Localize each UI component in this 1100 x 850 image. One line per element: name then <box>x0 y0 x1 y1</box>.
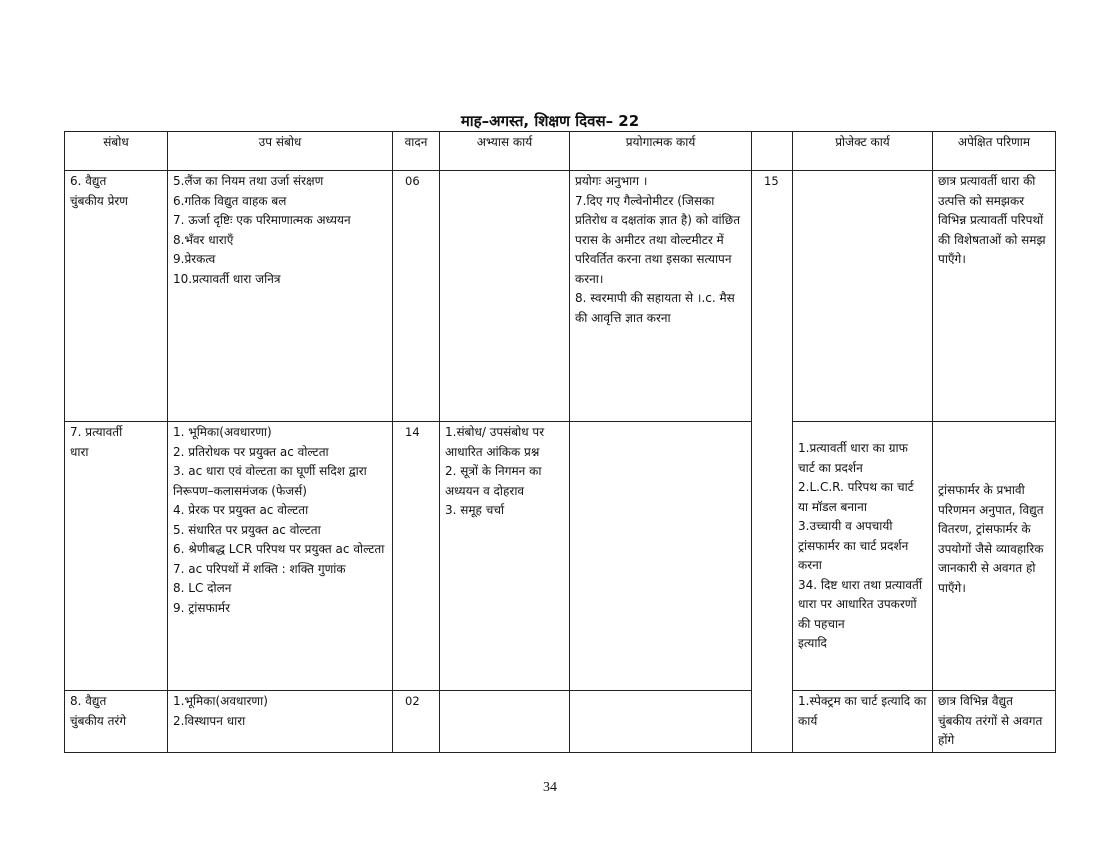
project-item: इत्यादि <box>798 636 827 650</box>
exercise-item: 1.संबोध/ उपसंबोध पर आधारित आंकिक प्रश्न <box>445 425 545 459</box>
table-row <box>65 691 1056 753</box>
subtopic-cell <box>168 691 393 753</box>
project-cell <box>793 422 933 691</box>
subtopic-item: 5.लैंज का नियम तथा उर्जा संरक्षण <box>173 174 324 188</box>
subtopic-item: 1. भूमिका(अवधारणा) <box>173 425 272 439</box>
header-practical: प्रयोगात्मक कार्य <box>570 132 752 171</box>
practical-item: 8. स्वरमापी की सहायता से ।.c. मैस की आवृत्ति ज्ञात करना <box>575 291 735 325</box>
header-outcome: अपेक्षित परिणाम <box>933 132 1056 171</box>
practical-cell <box>570 691 752 753</box>
topic-line: धारा <box>70 444 89 459</box>
topic-line: चुंबकीय प्रेरण <box>70 193 128 208</box>
outcome-cell <box>933 171 1056 422</box>
table-row <box>65 171 1056 422</box>
subtopic-item: 2. प्रतिरोधक पर प्रयुक्त ac वोल्टता <box>173 444 329 459</box>
header-topic: संबोध <box>65 132 168 171</box>
project-item: 1.प्रत्यावर्ती धारा का ग्राफ चार्ट का प्रदर्शन <box>798 441 908 475</box>
header-project: प्रोजेक्ट कार्य <box>793 132 933 171</box>
topic-line: चुंबकीय तरंगे <box>70 713 127 728</box>
topic-cell <box>65 422 168 691</box>
subtopic-item: 7. ऊर्जा दृष्टिः एक परिमाणात्मक अध्ययन <box>173 213 351 227</box>
outcome-cell <box>933 691 1056 753</box>
outcome-text: छात्र प्रत्यावर्ती धारा की उत्पत्ति को समझकर विभिन्न प्रत्यावर्ती परिपथों की विशेषताओं को समझ पाएँगे। <box>938 174 1046 266</box>
project-item: 1.स्पेक्ट्रम का चार्ट इत्यादि का कार्य <box>798 694 927 728</box>
outcome-cell <box>933 422 1056 691</box>
exercise-cell <box>440 691 570 753</box>
practical-cell <box>570 171 752 422</box>
table-row <box>65 422 1056 691</box>
topic-line: 8. वैद्युत <box>70 694 107 708</box>
exercise-cell <box>440 422 570 691</box>
subtopic-item: 5. संधारित पर प्रयुक्त ac वोल्टता <box>173 522 321 537</box>
exercise-item: 2. सूत्रों के निगमन का अध्ययन व दोहराव <box>445 464 542 498</box>
practical-item: 7.दिए गए गैल्वेनोमीटर (जिसका प्रतिरोध व दक्षतांक ज्ञात है) को वांछित परास के अमीटर तथा वोल्टमीटर में परिवर्तित करना तथा इसका सत्यापन करना। <box>575 193 741 286</box>
header-practical-periods <box>752 132 793 171</box>
periods-cell: 02 <box>393 691 440 753</box>
exercise-cell <box>440 171 570 422</box>
subtopic-item: 6.गतिक विद्युत वाहक बल <box>173 193 287 208</box>
subtopic-item: 8.भँवर धाराएँ <box>173 232 234 247</box>
topic-cell <box>65 691 168 753</box>
subtopic-cell <box>168 422 393 691</box>
subtopic-item: 3. ac धारा एवं वोल्टता का घूर्णी सदिश द्वारा निरूपण–कलासमंजक (फेजर्स) <box>173 464 367 498</box>
subtopic-item: 4. प्रेरक पर प्रयुक्त ac वोल्टता <box>173 503 309 517</box>
spacer <box>938 423 1050 481</box>
page-title: माह–अगस्त, शिक्षण दिवस– 22 <box>460 112 640 130</box>
subtopic-item: 2.विस्थापन धारा <box>173 713 246 728</box>
topic-line: 6. वैद्युत <box>70 174 107 188</box>
project-item: 2.L.C.R. परिपथ का चार्ट या मॉडल बनाना <box>798 480 914 514</box>
subtopic-item: 6. श्रेणीबद्ध LCR परिपथ पर प्रयुक्त ac वोल्टता <box>173 542 385 556</box>
topic-cell <box>65 171 168 422</box>
project-item: 34. दिष्ट धारा तथा प्रत्यावर्ती धारा पर आधारित उपकरणों की पहचान <box>798 577 922 631</box>
topic-line: 7. प्रत्यावर्ती <box>70 425 123 439</box>
subtopic-item: 7. ac परिपथों में शक्ति : शक्ति गुणांक <box>173 561 346 576</box>
project-item: 3.उच्चायी व अपचायी ट्रांसफार्मर का चार्ट प्रदर्शन करना <box>798 519 909 572</box>
project-cell <box>793 171 933 422</box>
header-row <box>65 132 1056 171</box>
subtopic-item: 9. ट्रांसफार्मर <box>173 600 230 615</box>
subtopic-item: 10.प्रत्यावर्ती धारा जनित्र <box>173 271 281 286</box>
practical-periods-cell: 15 <box>752 171 793 753</box>
practical-item: प्रयोगः अनुभाग । <box>575 174 648 188</box>
header-subtopic: उप संबोध <box>168 132 393 171</box>
page-number: 34 <box>543 780 557 795</box>
project-cell <box>793 691 933 753</box>
exercise-item: 3. समूह चर्चा <box>445 503 505 517</box>
subtopic-item: 9.प्रेरकत्व <box>173 252 216 266</box>
subtopic-item: 1.भूमिका(अवधारणा) <box>173 694 268 708</box>
spacer <box>798 423 927 439</box>
practical-cell <box>570 422 752 691</box>
outcome-text: ट्रांसफार्मर के प्रभावी परिणमन अनुपात, विद्युत वितरण, ट्रांसफार्मर के उपयोगों जैसे व्यावहारिक जानकारी से अवगत हो पाएँगे। <box>938 483 1044 595</box>
lesson-plan-table <box>64 131 1056 753</box>
periods-cell: 06 <box>393 171 440 422</box>
periods-cell: 14 <box>393 422 440 691</box>
header-exercise: अभ्यास कार्य <box>440 132 570 171</box>
subtopic-item: 8. LC दोलन <box>173 581 232 595</box>
subtopic-cell <box>168 171 393 422</box>
outcome-text: छात्र विभिन्न वैद्युत चुंबकीय तरंगों से अवगत होंगे <box>938 694 1043 747</box>
header-periods: वादन <box>393 132 440 171</box>
